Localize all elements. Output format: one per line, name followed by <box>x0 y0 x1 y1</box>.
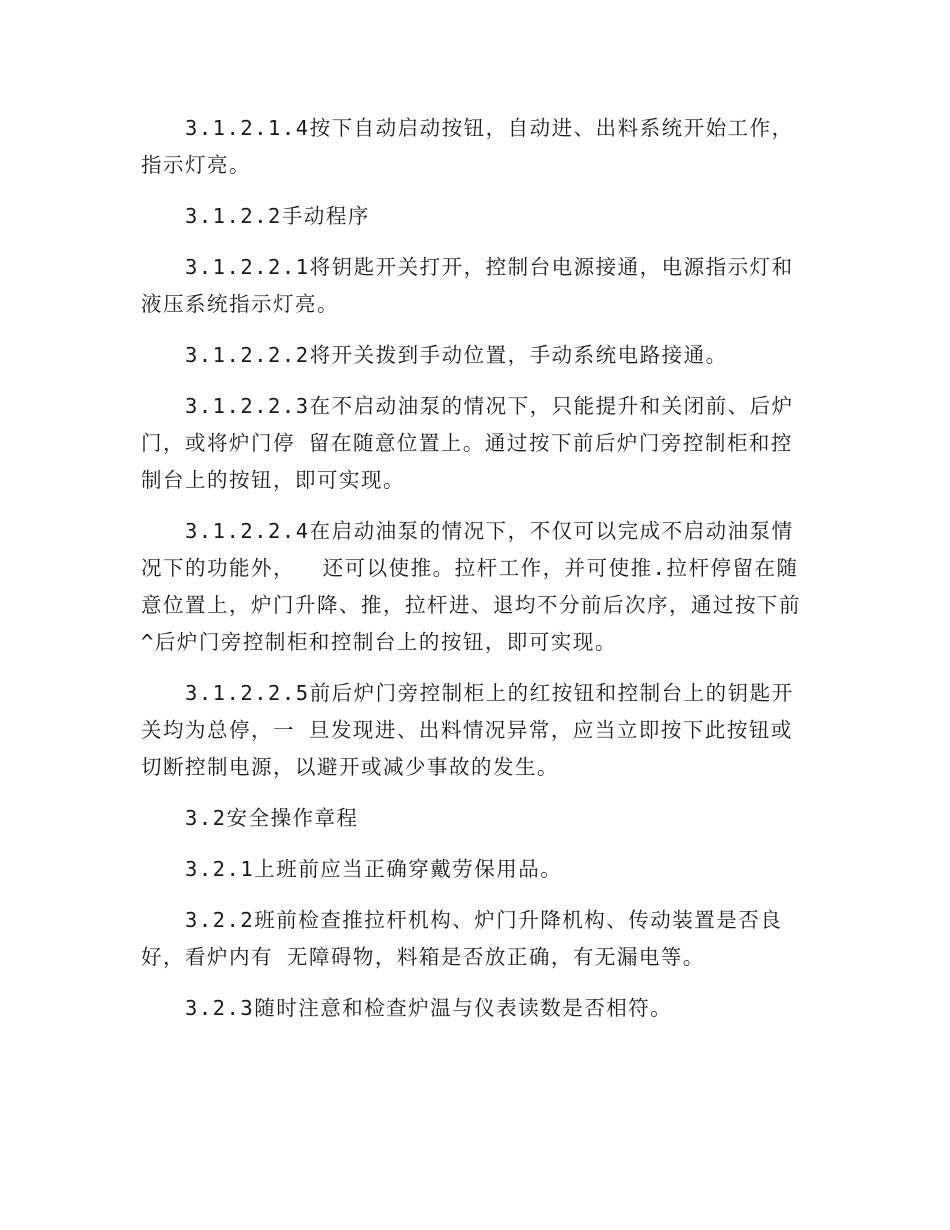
paragraph-gap <box>141 323 811 337</box>
document-body <box>141 110 811 1027</box>
paragraph-3-1-2-2-4: 3.1.2.2.4在启动油泵的情况下，不仅可以完成不启动油泵情况下的功能外， 还可以使推。拉杆工作，并可使推.拉杆停留在随意位置上，炉门升降、推，拉杆进、退均不分前后次序，通过按下前^后炉门旁控制柜和控制台上的按钮，即可实现。 <box>141 519 801 654</box>
paragraph-gap <box>141 374 811 388</box>
paragraph-3-1-2-2-2: 3.1.2.2.2将开关拨到手动位置，手动系统电路接通。 <box>185 343 728 367</box>
paragraph-3-1-2-2-5: 3.1.2.2.5前后炉门旁控制柜上的红按钮和控制台上的钥匙开关均为总停，一 旦发现进、出料情况异常，应当立即按下此按钮或切断控制电源，以避开或减少事故的发生。 <box>141 681 794 779</box>
heading-3-1-2-2: 3.1.2.2手动程序 <box>185 204 370 228</box>
paragraph-3-2-2: 3.2.2班前检查推拉杆机构、炉门升降机构、传动装置是否良好，看炉内有 无障碍物，料箱是否放正确，有无漏电等。 <box>141 908 783 969</box>
paragraph-3-1-2-1-4: 3.1.2.1.4按下自动启动按钮，自动进、出料系统开始工作，指示灯亮。 <box>141 116 794 177</box>
paragraph-gap <box>141 786 811 800</box>
heading-3-2: 3.2安全操作章程 <box>185 806 359 830</box>
paragraph-3-2-1: 3.2.1上班前应当正确穿戴劳保用品。 <box>185 857 563 881</box>
paragraph-gap <box>141 184 811 198</box>
paragraph-gap <box>141 837 811 851</box>
paragraph-3-2-3: 3.2.3随时注意和检查炉温与仪表读数是否相符。 <box>185 996 673 1020</box>
paragraph-3-1-2-2-3: 3.1.2.2.3在不启动油泵的情况下，只能提升和关闭前、后炉门，或将炉门停 留在随意位置上。通过按下前后炉门旁控制柜和控制台上的按钮，即可实现。 <box>141 394 794 492</box>
paragraph-3-1-2-2-1: 3.1.2.2.1将钥匙开关打开，控制台电源接通，电源指示灯和液压系统指示灯亮。 <box>141 255 794 316</box>
paragraph-gap <box>141 235 811 249</box>
paragraph-gap <box>141 976 811 990</box>
paragraph-gap <box>141 888 811 902</box>
paragraph-gap <box>141 499 811 513</box>
paragraph-gap <box>141 661 811 675</box>
